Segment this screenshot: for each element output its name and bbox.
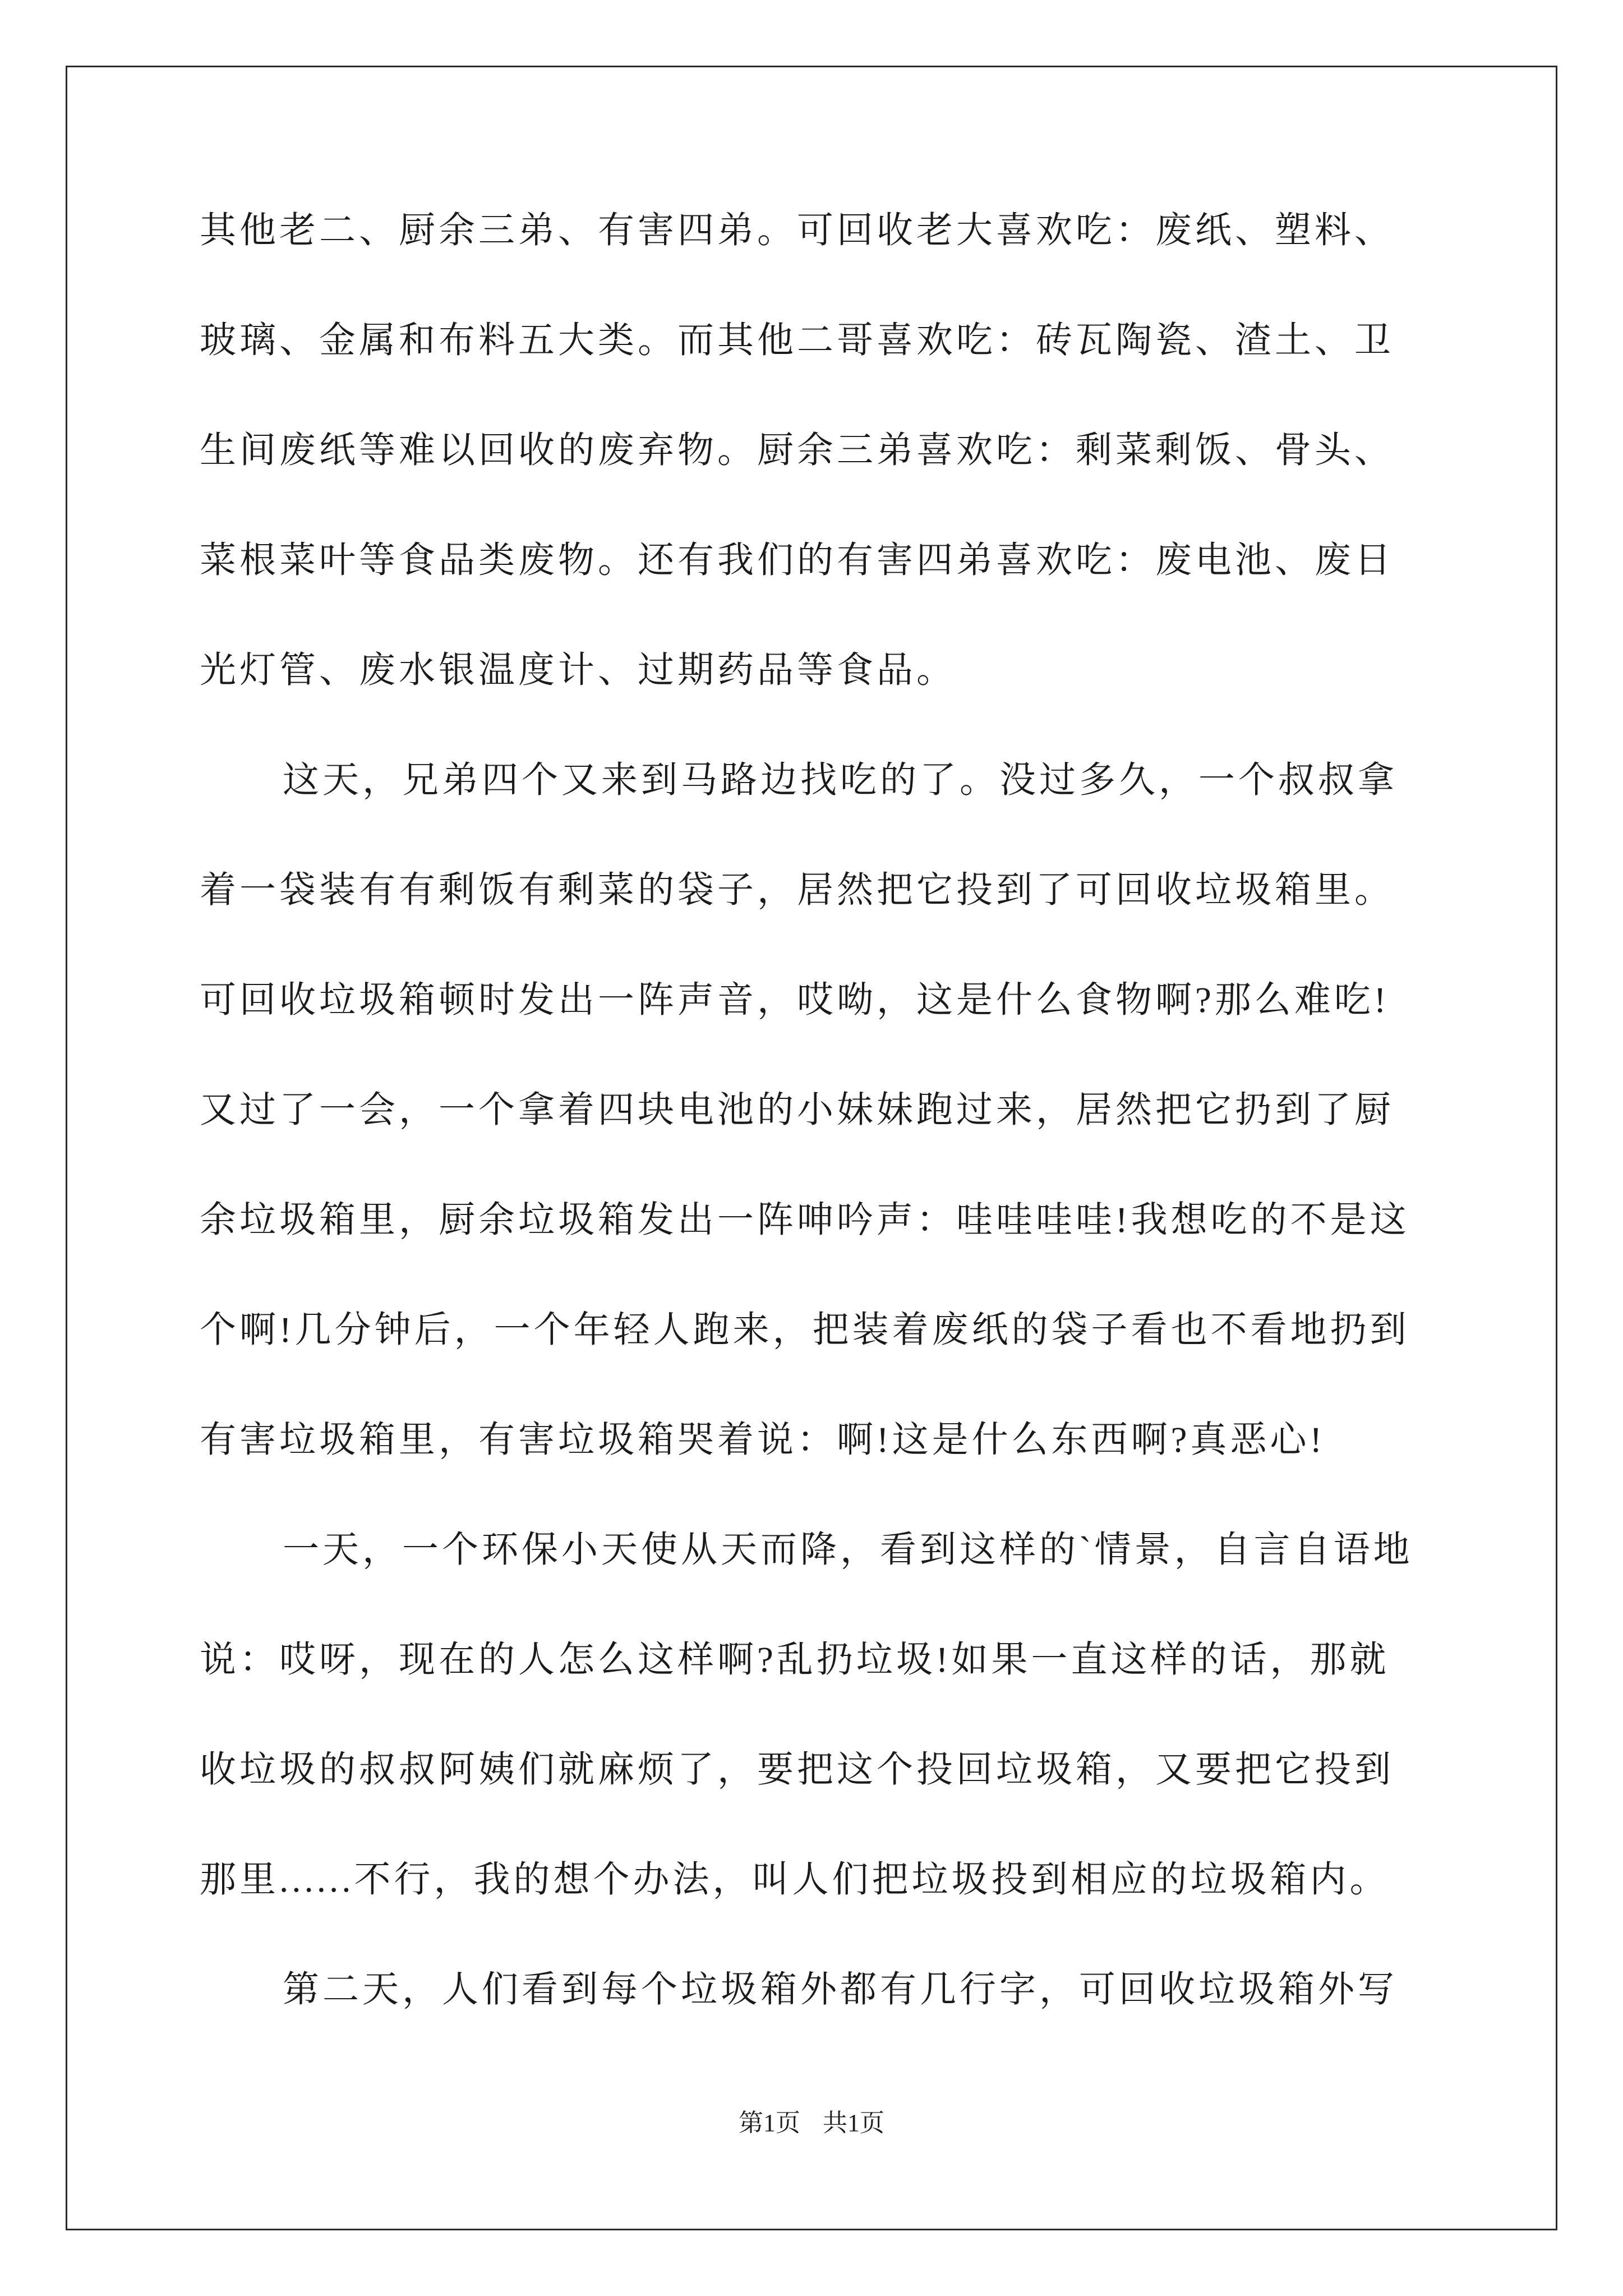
text-line: 其他老二、厨余三弟、有害四弟。可回收老大喜欢吃：废纸、塑料、	[200, 210, 1395, 251]
text-line: 余垃圾箱里，厨余垃圾箱发出一阵呻吟声：哇哇哇哇!我想吃的不是这	[200, 1200, 1410, 1240]
text-line: 个啊!几分钟后，一个年轻人跑来，把装着废纸的袋子看也不看地扔到	[200, 1310, 1410, 1350]
text-line: 那里......不行，我的想个办法，叫人们把垃圾投到相应的垃圾箱内。	[200, 1860, 1390, 1900]
text-line: 说：哎呀，现在的人怎么这样啊?乱扔垃圾!如果一直这样的话，那就	[200, 1640, 1390, 1680]
page-total: 共1页	[823, 2109, 884, 2137]
text-line: 菜根菜叶等食品类废物。还有我们的有害四弟喜欢吃：废电池、废日	[200, 540, 1395, 581]
text-line: 有害垃圾箱里，有害垃圾箱哭着说：啊!这是什么东西啊?真恶心!	[200, 1420, 1326, 1460]
text-line: 生间废纸等难以回收的废弃物。厨余三弟喜欢吃：剩菜剩饭、骨头、	[200, 430, 1395, 471]
text-line: 可回收垃圾箱顿时发出一阵声音，哎呦，这是什么食物啊?那么难吃!	[200, 980, 1390, 1020]
page-footer	[0, 2106, 1623, 2140]
text-line: 光灯管、废水银温度计、过期药品等食品。	[200, 650, 957, 691]
paragraph-start-line: 第二天，人们看到每个垃圾箱外都有几行字，可回收垃圾箱外写	[283, 1970, 1398, 2010]
text-line: 着一袋装有有剩饭有剩菜的袋子，居然把它投到了可回收垃圾箱里。	[200, 870, 1395, 910]
text-line: 玻璃、金属和布料五大类。而其他二哥喜欢吃：砖瓦陶瓷、渣土、卫	[200, 320, 1395, 361]
page-number: 第1页	[739, 2109, 800, 2137]
paragraph-start-line: 一天，一个环保小天使从天而降，看到这样的`情景，自言自语地	[283, 1530, 1413, 1570]
paragraph-start-line: 这天，兄弟四个又来到马路边找吃的了。没过多久，一个叔叔拿	[283, 760, 1398, 800]
text-line: 收垃圾的叔叔阿姨们就麻烦了，要把这个投回垃圾箱，又要把它投到	[200, 1750, 1395, 1790]
text-line: 又过了一会，一个拿着四块电池的小妹妹跑过来，居然把它扔到了厨	[200, 1090, 1395, 1130]
document-body	[200, 194, 1476, 2063]
